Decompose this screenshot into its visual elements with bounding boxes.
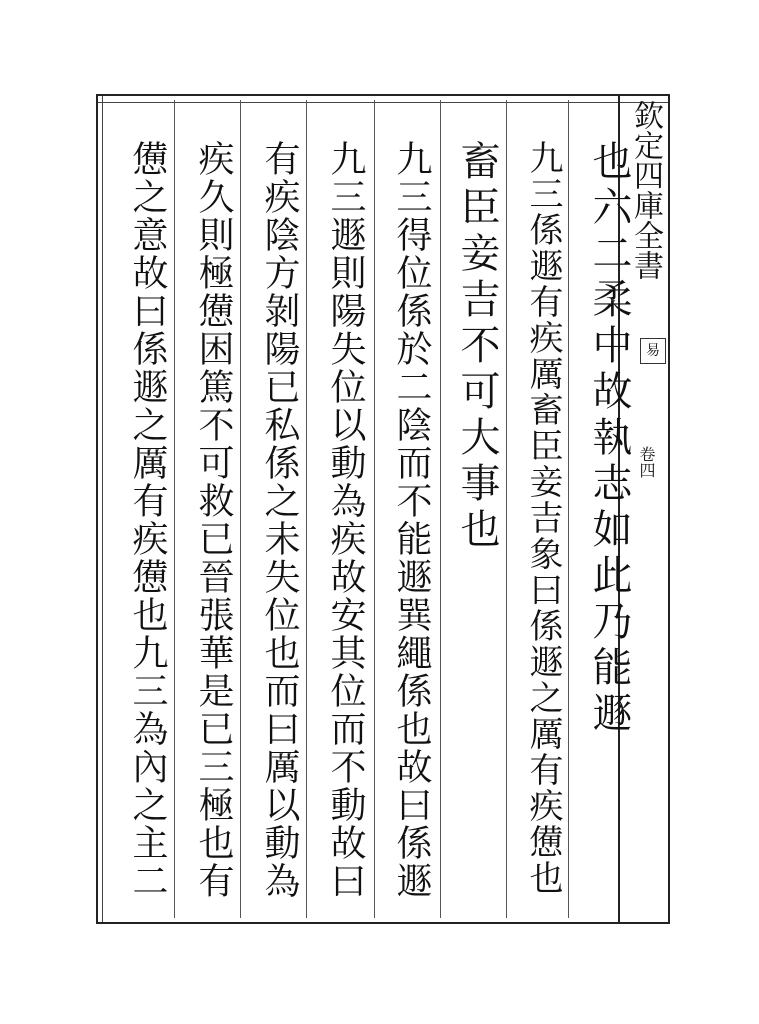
column-rule bbox=[306, 100, 307, 918]
text-column-5: 九三遯則陽失位以動為疾故安其位而不動故曰 bbox=[325, 140, 366, 900]
section-mark: 易 bbox=[640, 338, 666, 364]
text-column-3: 畜臣妾吉不可大事也 bbox=[454, 140, 500, 554]
text-column-4: 九三得位係於二陰而不能遯巽繩係也故曰係遯 bbox=[391, 140, 432, 900]
text-column-7: 疾久則極憊困篤不可救已晉張華是已三極也有 bbox=[193, 140, 234, 900]
column-rule bbox=[568, 100, 569, 918]
column-rule bbox=[240, 100, 241, 918]
column-rule bbox=[506, 100, 507, 918]
text-column-6: 有疾陰方剝陽已私係之未失位也而曰厲以動為 bbox=[259, 140, 300, 900]
volume-label: 卷四 bbox=[637, 446, 656, 478]
frame-inner-rule-top bbox=[98, 102, 668, 103]
text-column-8: 憊之意故曰係遯之厲有疾憊也九三為內之主二 bbox=[127, 140, 168, 900]
column-rule bbox=[440, 100, 441, 918]
column-rule bbox=[374, 100, 375, 918]
text-column-2: 九三係遯有疾厲畜臣妾吉象曰係遯之厲有疾憊也 bbox=[523, 140, 563, 896]
text-column-1: 也六二柔中故執志如此乃能遯 bbox=[586, 140, 632, 738]
column-rule bbox=[174, 100, 175, 918]
book-title: 欽定四庫全書 bbox=[628, 100, 663, 280]
frame-inner-rule-left bbox=[102, 96, 103, 922]
